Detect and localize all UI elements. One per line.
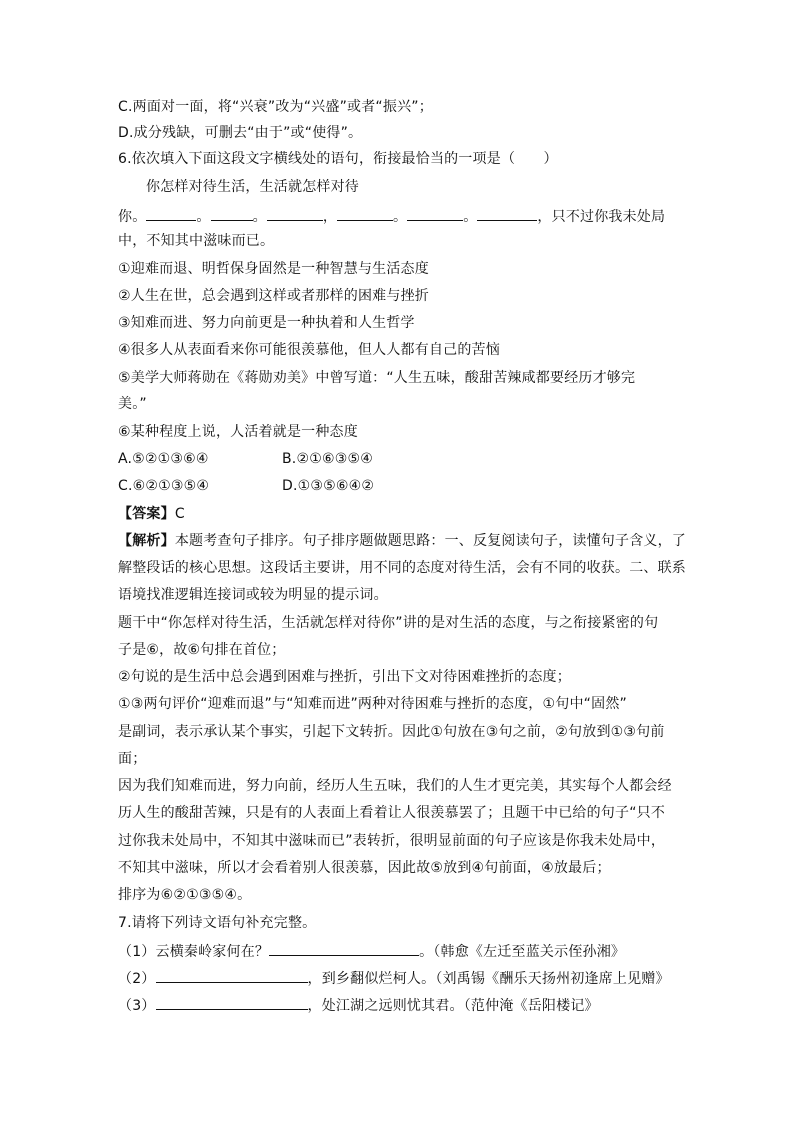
blank-2[interactable] bbox=[211, 206, 253, 221]
passage-first-line: 你怎样对待生活，生活就怎样对待 bbox=[146, 179, 359, 195]
blank-3[interactable] bbox=[267, 206, 323, 221]
sentence-item-2: ②人生在世，总会遇到这样或者那样的困难与挫折 bbox=[118, 288, 429, 304]
answer-line bbox=[118, 505, 185, 523]
poem-blank-3[interactable] bbox=[156, 995, 308, 1010]
poem-item-3-source: ，处江湖之远则忧其君。（范仲淹《岳阳楼记》 bbox=[307, 998, 599, 1014]
poem-item-1-source: 。（韩愈《左迁至蓝关示侄孙湘》 bbox=[419, 944, 626, 960]
analysis-line-5: 子是⑥，故⑥句排在首位； bbox=[118, 642, 286, 658]
question-7-stem: 7.请将下列诗文语句补充完整。 bbox=[118, 915, 317, 931]
analysis-line-9: 面； bbox=[118, 751, 147, 767]
poem-item-3-prefix: （3） bbox=[118, 998, 156, 1014]
poem-blank-1[interactable] bbox=[269, 941, 419, 956]
poem-blank-2[interactable] bbox=[156, 968, 308, 983]
choice-a[interactable]: A.⑤②①③⑥④ bbox=[118, 451, 209, 467]
sep-2: 。 bbox=[252, 209, 267, 225]
passage-tail-1: ，只不过你我未处局 bbox=[537, 209, 666, 225]
analysis-line-2: 解整段话的核心思想。这段话主要讲，用不同的态度对待生活，会有不同的收获。二、联系 bbox=[118, 560, 686, 576]
poem-item-2 bbox=[118, 968, 670, 988]
poem-item-2-source: ，到乡翻似烂柯人。（刘禹锡《酬乐天扬州初逢席上见赠》 bbox=[307, 971, 670, 987]
option-c-previous: C.两面对一面，将“兴衰”改为“兴盛”或者“振兴”； bbox=[118, 99, 433, 115]
analysis-line-8: 是副词，表示承认某个事实，引起下文转折。因此①句放在③句之前，②句放到①③句前 bbox=[118, 724, 665, 740]
passage-ni: 你。 bbox=[118, 209, 147, 225]
poem-item-1-prefix: （1）云横秦岭家何在？ bbox=[118, 944, 270, 960]
analysis-line-3: 语境找准逻辑连接词或较为明显的提示词。 bbox=[118, 587, 388, 603]
answer-value: C bbox=[174, 506, 185, 522]
analysis-line-13: 不知其中滋味，所以才会看着别人很羡慕，因此故⑤放到④句前面，④放最后； bbox=[118, 860, 611, 876]
analysis-line-14: 排序为⑥②①③⑤④。 bbox=[118, 887, 252, 903]
poem-item-1 bbox=[118, 941, 625, 961]
poem-item-3 bbox=[118, 995, 599, 1015]
sep-1: 。 bbox=[196, 209, 211, 225]
poem-item-2-prefix: （2） bbox=[118, 971, 156, 987]
question-6-stem: 6.依次填入下面这段文字横线处的语句，衔接最恰当的一项是（ ） bbox=[118, 151, 558, 167]
blank-5[interactable] bbox=[407, 206, 463, 221]
analysis-text: 本题考查句子排序。句子排序题做题思路：一、反复阅读句子，读懂句子含义，了 bbox=[174, 533, 687, 549]
analysis-label: 【解析】 bbox=[118, 533, 175, 549]
analysis-line-6: ②句说的是生活中总会遇到困难与挫折，引出下文对待困难挫折的态度； bbox=[118, 669, 571, 685]
blank-4[interactable] bbox=[337, 206, 393, 221]
sep-4: 。 bbox=[393, 209, 408, 225]
sep-5: 。 bbox=[463, 209, 478, 225]
analysis-line-4: 题干中“你怎样对待生活，生活就怎样对待你”讲的是对生活的态度，与之衔接紧密的句 bbox=[118, 615, 659, 631]
analysis-line-11: 历人生的酸甜苦辣，只是有的人表面上看着让人很羡慕罢了；且题干中已给的句子“只不 bbox=[118, 805, 666, 821]
answer-label: 【答案】 bbox=[118, 506, 175, 522]
blank-6[interactable] bbox=[477, 206, 537, 221]
choice-b[interactable]: B.②①⑥③⑤④ bbox=[282, 451, 373, 467]
analysis-line-10: 因为我们知难而进，努力向前，经历人生五味，我们的人生才更完美，其实每个人都会经 bbox=[118, 778, 672, 794]
blank-1[interactable] bbox=[146, 206, 196, 221]
analysis-line-12: 过你我未处局中，不知其中滋味而已”表转折，很明显前面的句子应该是你我未处局中， bbox=[118, 833, 666, 849]
sentence-item-4: ④很多人从表面看来你可能很羡慕他，但人人都有自己的苦恼 bbox=[118, 342, 500, 358]
analysis-line-7: ①③两句评价“迎难而退”与“知难而进”两种对待困难与挫折的态度，①句中“固然” bbox=[118, 696, 627, 712]
sentence-item-5: ⑤美学大师蒋勋在《蒋勋劝美》中曾写道：“人生五味，酸甜苦辣咸都要经历才够完 bbox=[118, 370, 636, 386]
choice-d[interactable]: D.①③⑤⑥④② bbox=[282, 478, 375, 494]
sep-3: ， bbox=[322, 209, 338, 225]
option-d-previous: D.成分残缺，可删去“由于”或“使得”。 bbox=[118, 125, 363, 141]
analysis-line-1 bbox=[118, 532, 686, 550]
passage-blanks-line bbox=[118, 206, 665, 226]
sentence-item-5-cont: 美。” bbox=[118, 396, 147, 412]
sentence-item-6: ⑥某种程度上说，人活着就是一种态度 bbox=[118, 424, 358, 440]
choice-c[interactable]: C.⑥②①③⑤④ bbox=[118, 478, 210, 494]
sentence-item-3: ③知难而进、努力向前更是一种执着和人生哲学 bbox=[118, 315, 415, 331]
sentence-item-1: ①迎难而退、明哲保身固然是一种智慧与生活态度 bbox=[118, 261, 429, 277]
passage-tail-line: 中，不知其中滋味而已。 bbox=[118, 233, 275, 249]
